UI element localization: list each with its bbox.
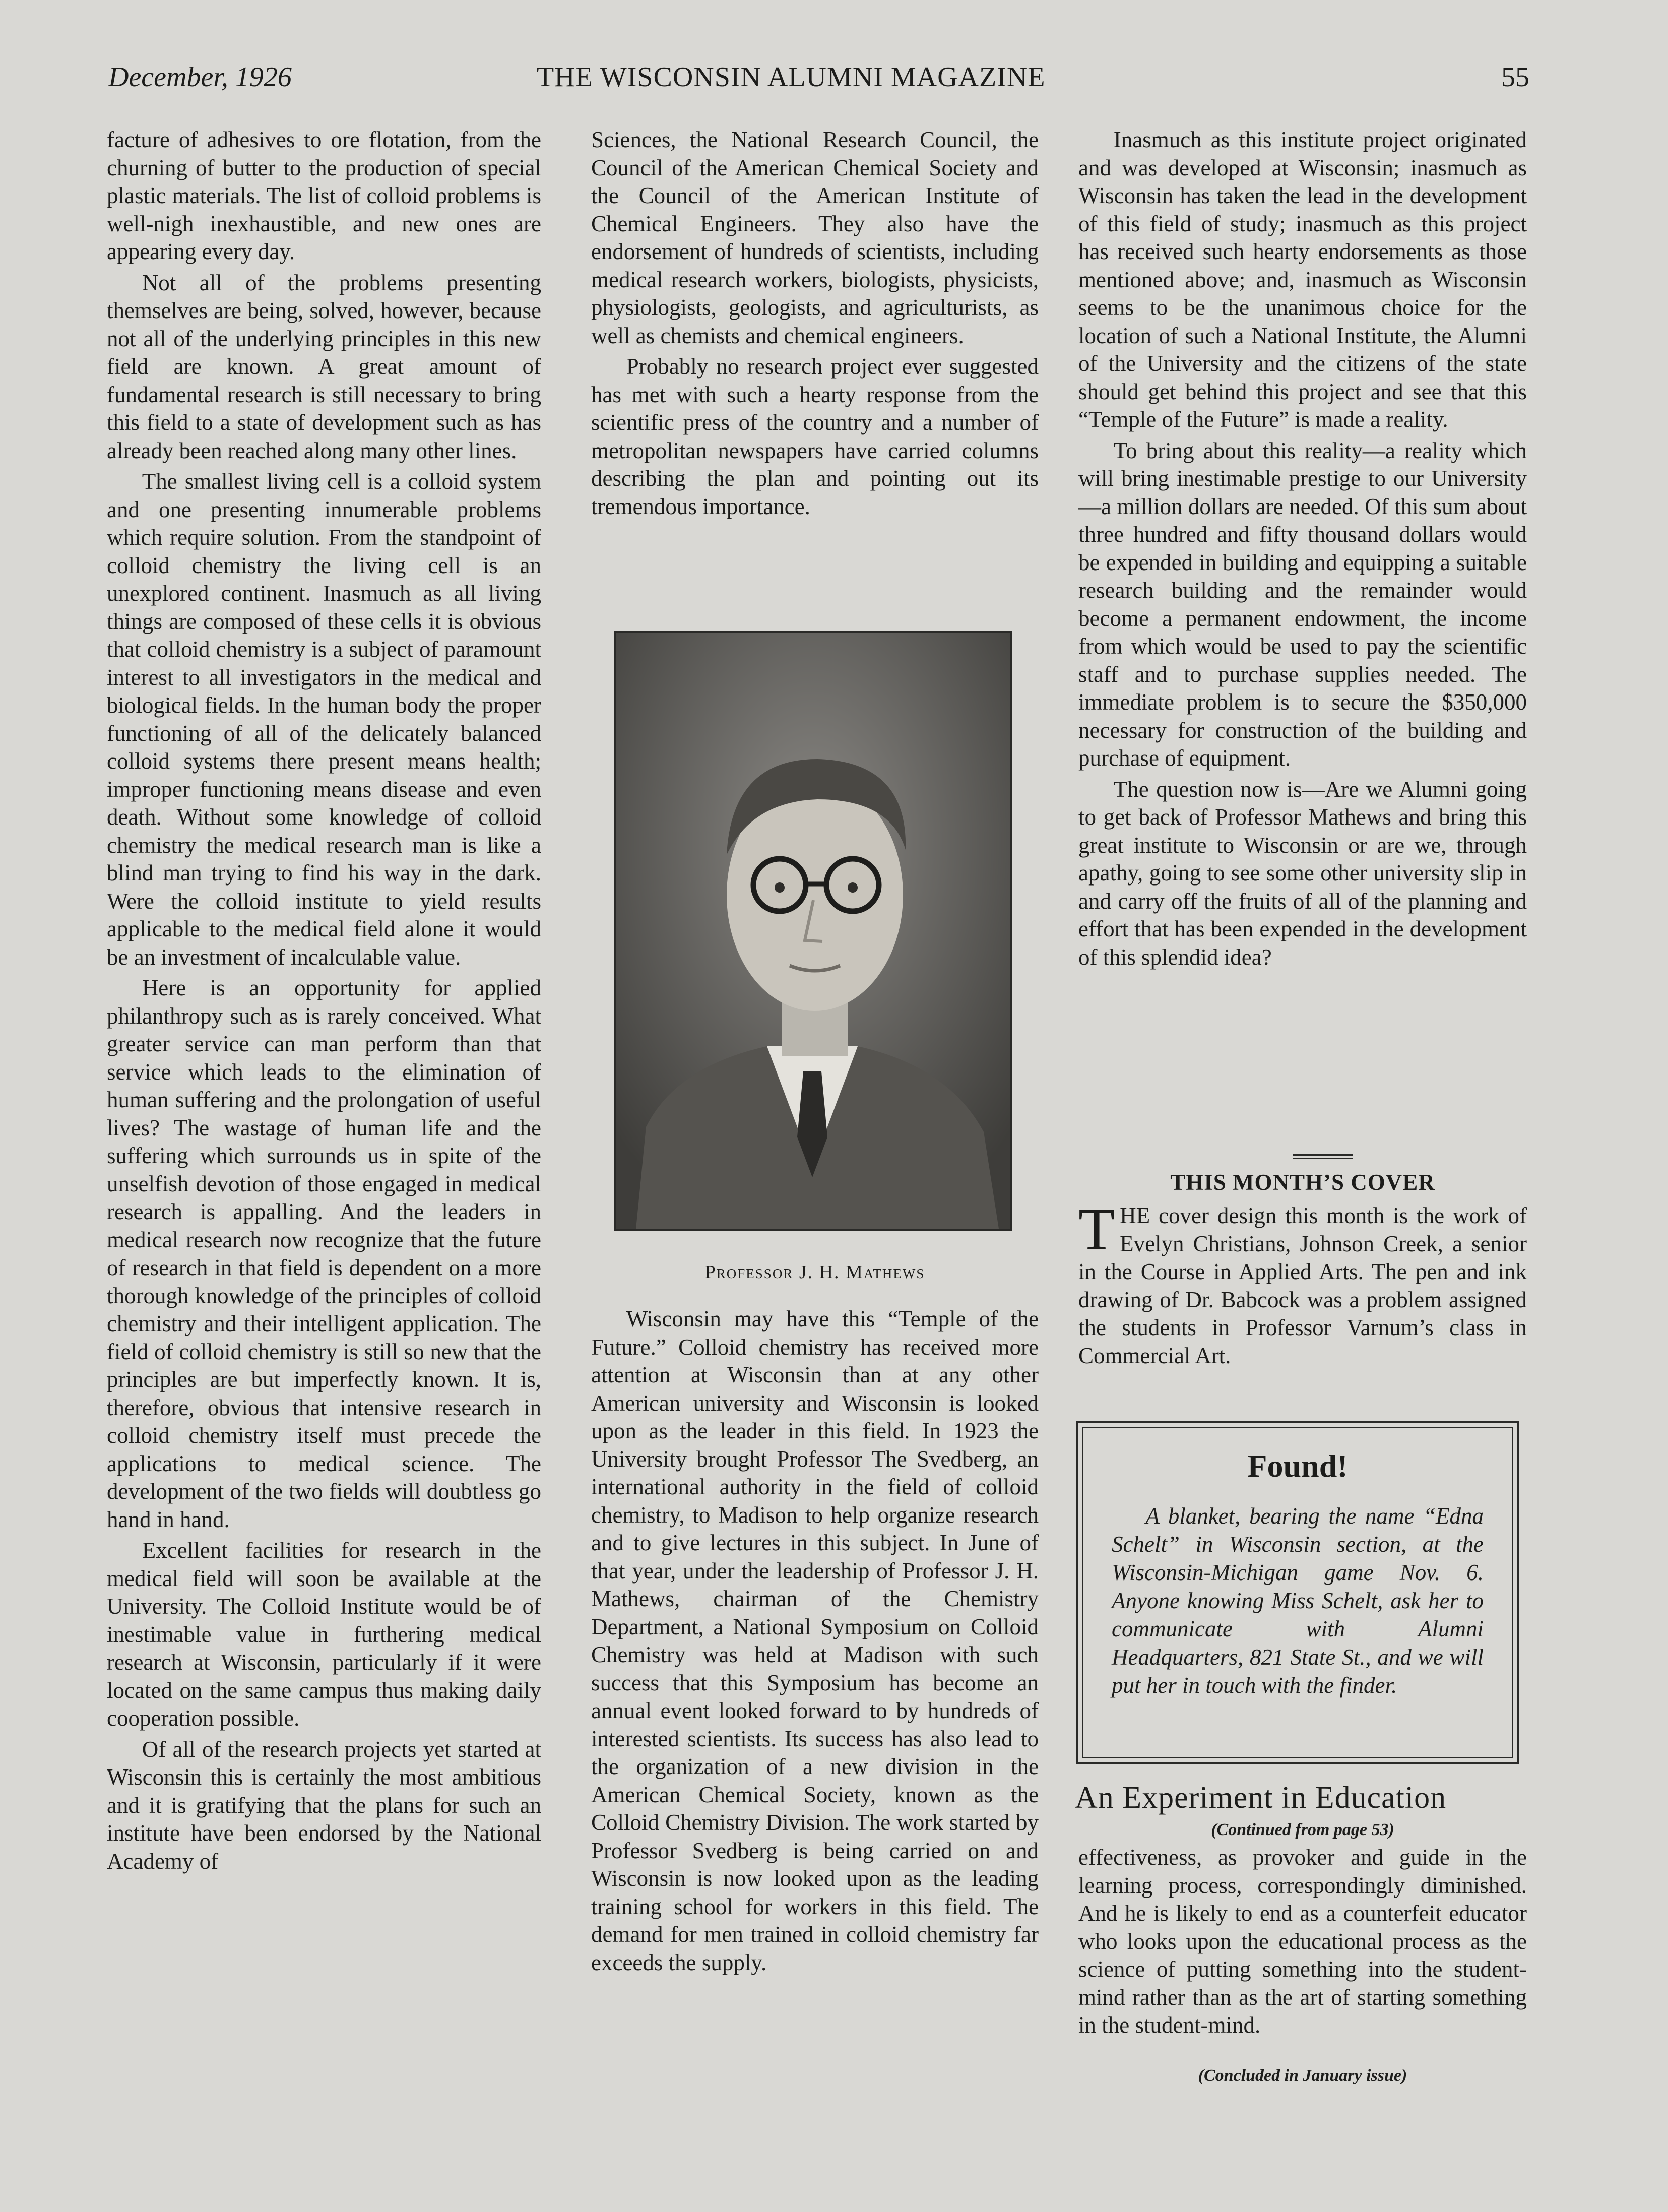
paragraph: Not all of the problems presenting themselves are being, solved, however, because not all of the underlying principles in this new field are known. A great amount of fundamental research is still necessary to bring this field to a state of development such as has already been reached along many other lines. xyxy=(107,270,541,463)
found-text: A blanket, bearing the name “Edna Schelt” in Wisconsin section, at the Wisconsin-Michigan game Nov. 6. Anyone knowing Miss Schelt, ask her to communicate with Alumni Headquarters, 821 State St., and we will put her in touch with the finder. xyxy=(1112,1503,1484,1698)
cover-text: HE cover design this month is the work of Evelyn Christians, Johnson Creek, a senior in the Course in Applied Arts. The pen and ink drawing of Dr. Babcock was a problem assigned the students in Professor Varnum’s class in Commercial Art. xyxy=(1078,1203,1527,1368)
paragraph: Of all of the research projects yet started at Wisconsin this is certainly the most ambitious and it is gratifying that the plans for such an institute have been endorsed by the National Academy of xyxy=(107,1736,541,1874)
paragraph: effectiveness, as provoker and guide in the learning process, correspondingly diminished. And he is likely to end as a counterfeit educator who looks upon the educational process as the science of putting something into the student-mind rather than as the art of starting something in the student-mind. xyxy=(1078,1845,1527,2038)
page-number: 55 xyxy=(1501,61,1529,93)
found-title: Found! xyxy=(1247,1448,1348,1484)
paragraph: Sciences, the National Research Council, the Council of the American Chemical Society and the Council of the American Institute of Chemical Engineers. They also have the endorsement of hundreds of scientists, including medical research workers, biologists, physicists, physiologists, geologists, and agriculturists, as well as chemists and chemical engineers. xyxy=(591,127,1039,348)
experiment-heading: An Experiment in Education xyxy=(1075,1781,1447,1815)
portrait-photo xyxy=(614,631,1012,1231)
experiment-text xyxy=(1078,1844,1527,2040)
paragraph: The smallest living cell is a colloid system and one presenting innumerable problems which require solution. From the standpoint of colloid chemistry the living cell is an unexplored continent. Inasmuch as all living things are composed of these cells it is obvious that colloid chemistry is a subject of paramount interest to all investigators in the medical and biological fields. In the human body the proper functioning of all of the delicately balanced colloid systems there present means health; improper functioning means disease and even death. Without some knowledge of colloid chemistry the medical research man is like a blind man trying to find his way in the dark. Were the colloid institute to yield results applicable to the medical field alone it would be an investment of incalculable value. xyxy=(107,469,541,970)
paragraph: Here is an opportunity for applied philanthropy such as is rarely conceived. What greater service can man perform than that service which leads to the elimination of human suffering and the prolongation of useful lives? The wastage of human life and the suffering which surrounds us in spite of the unselfish devotion of those engaged in medical research is appalling. And the leaders in medical research now recognize that the future of research in that field is dependent on a more thorough knowledge of the principles of colloid chemistry and their intelligent application. The field of colloid chemistry is still so new that the principles are but imperfectly known. It is, therefore, obvious that intensive research in colloid chemistry itself must precede the applications to medical science. The development of the two fields will doubtless go hand in hand. xyxy=(107,975,541,1532)
paragraph: Inasmuch as this institute project originated and was developed at Wisconsin; inasmuch as Wisconsin has taken the lead in the development of this field of study; inasmuch as this project has received such hearty endorsements as those mentioned above; and, inasmuch as Wisconsin seems to be the unanimous choice for the location of such a National Institute, the Alumni of the University and the citizens of the state should get behind this project and see that this “Temple of the Future” is made a reality. xyxy=(1078,127,1527,432)
photo-caption: Professor J. H. Mathews xyxy=(704,1261,925,1283)
found-notice-inner xyxy=(1082,1427,1513,1758)
paragraph: The question now is—Are we Alumni going to get back of Professor Mathews and bring this great institute to Wisconsin or are we, through apathy, going to see some other university slip in and carry off the fruits of all of the planning and effort that has been expended in the development of this splendid idea? xyxy=(1078,776,1527,970)
paragraph: Excellent facilities for research in the medical field will soon be available at the University. The Colloid Institute would be of inestimable value in furthering medical research at Wisconsin, particularly if it were located on the same campus thus making daily cooperation possible. xyxy=(107,1538,541,1731)
continued-note: (Continued from page 53) xyxy=(1211,1820,1394,1839)
paragraph: To bring about this reality—a reality which will bring inestimable prestige to our University—a million dollars are needed. Of this sum about three hundred and fifty thousand dollars would be expended in building and equipping a suitable research building and the remainder would become a permanent endowment, the income from which would be used to pay the scientific staff and to purchase supplies needed. The immediate problem is to secure the $350,000 necessary for construction of the building and purchase of equipment. xyxy=(1078,437,1527,771)
cover-description xyxy=(1078,1196,1527,1370)
column-2-bottom xyxy=(591,1305,1039,1977)
paragraph: facture of adhesives to ore flotation, from the churning of butter to the production of special plastic materials. The list of colloid problems is well-nigh inexhaustible, and new ones are appearing every day. xyxy=(107,127,541,264)
concluded-note: (Concluded in January issue) xyxy=(1198,2066,1407,2085)
magazine-title: THE WISCONSIN ALUMNI MAGAZINE xyxy=(537,61,1046,93)
column-1 xyxy=(107,126,541,1875)
column-3 xyxy=(1078,126,1527,971)
found-notice-box xyxy=(1076,1421,1519,1764)
section-divider xyxy=(1293,1154,1353,1159)
issue-date: December, 1926 xyxy=(108,61,292,93)
paragraph: Wisconsin may have this “Temple of the Future.” Colloid chemistry has received more attention at Wisconsin than at any other American university and Wisconsin is looked upon as the leader in this field. In 1923 the University brought Professor The Svedberg, an international authority in the field of colloid chemistry, to Madison to help organize research and to give lectures in this subject. In June of that year, under the leadership of Professor J. H. Mathews, chairman of the Chemistry Department, a National Symposium on Colloid Chemistry was held at Madison with such success that this Symposium has become an annual event looked forward to by hundreds of interested scientists. Its success has also lead to the organization of a new division in the American Chemical Society, known as the Colloid Chemistry Division. The work started by Professor Svedberg is being carried on and Wisconsin is now looked upon as the leading training school for workers in this field. The demand for men trained in colloid chemistry far exceeds the supply. xyxy=(591,1306,1039,1975)
paragraph: Probably no research project ever suggested has met with such a hearty response from the scientific press of the country and a number of metropolitan newspapers have carried columns describing the plan and pointing out its tremendous importance. xyxy=(591,354,1039,519)
drop-cap: T xyxy=(1078,1196,1115,1262)
column-2-top xyxy=(591,126,1039,521)
cover-heading: THIS MONTH’S COVER xyxy=(1170,1170,1435,1195)
